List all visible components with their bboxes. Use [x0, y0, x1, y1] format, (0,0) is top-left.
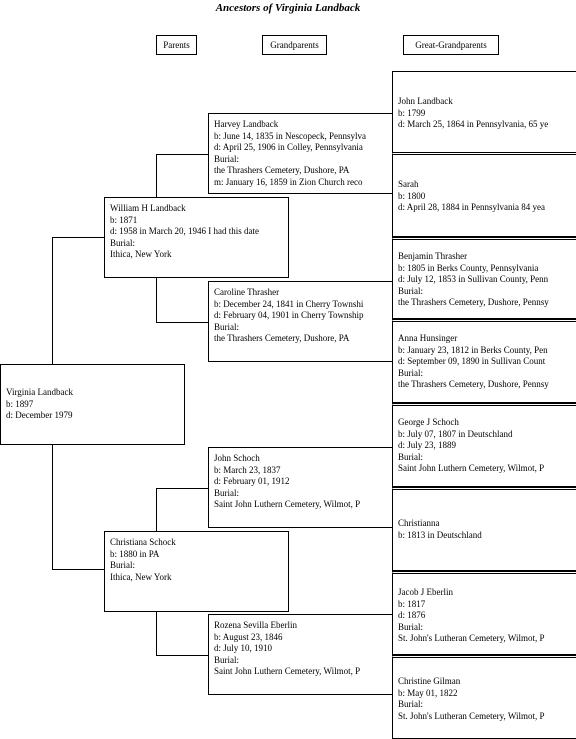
burial-label: Burial: — [214, 153, 239, 164]
person-box-great-grandfather-2 — [392, 237, 576, 319]
person-box-mother — [104, 531, 289, 612]
person-death: d: February 04, 1901 in Cherry Township — [214, 310, 364, 320]
person-birth: b: July 07, 1807 in Deutschland — [398, 428, 513, 439]
person-birth: b: 1897 — [6, 398, 34, 409]
connector-line — [156, 488, 157, 532]
person-death: d: September 09, 1890 in Sullivan Count — [398, 356, 546, 366]
connector-line — [52, 237, 53, 365]
person-box-maternal-grandfather — [208, 447, 393, 528]
person-box-great-grandfather-4 — [392, 571, 576, 655]
header-grandparents: Grandparents — [262, 35, 327, 55]
person-birth: b: 1799 — [398, 107, 426, 118]
header-parents: Parents — [156, 35, 197, 55]
burial-place: Saint John Luthern Cemetery, Wilmot, P — [214, 666, 361, 676]
person-name: Jacob J Eberlin — [398, 587, 453, 597]
person-name: Christianna — [398, 518, 440, 528]
burial-place: Saint John Luthern Cemetery, Wilmot, P — [398, 463, 545, 473]
person-name: Sarah — [398, 179, 419, 189]
person-birth: b: August 23, 1846 — [214, 631, 283, 642]
connector-line — [156, 322, 208, 323]
connector-line — [156, 154, 157, 198]
person-death: d: July 12, 1853 in Sullivan County, Penn — [398, 274, 549, 284]
person-name: Harvey Landback — [214, 119, 279, 129]
person-name: Virginia Landback — [6, 387, 74, 397]
person-death: d: April 25, 1906 in Colley, Pennsylvania — [214, 142, 363, 152]
person-box-paternal-grandmother — [208, 281, 393, 362]
person-box-great-grandmother-2 — [392, 319, 576, 403]
burial-label: Burial: — [398, 451, 423, 462]
person-birth: b: 1813 in Deutschland — [398, 529, 482, 540]
connector-line — [52, 237, 104, 238]
person-name: Caroline Thrasher — [214, 287, 280, 297]
person-death: d: February 01, 1912 — [214, 476, 290, 486]
person-name: John Landback — [398, 96, 453, 106]
burial-label: Burial: — [214, 321, 239, 332]
burial-label: Burial: — [214, 654, 239, 665]
connector-line — [156, 488, 208, 489]
person-death: d: March 25, 1864 in Pennsylvania, 65 ye — [398, 119, 549, 129]
person-death: d: April 28, 1884 in Pennsylvania 84 yea — [398, 202, 545, 212]
person-death: d: July 23, 1889 — [398, 440, 457, 450]
burial-place: Ithica, New York — [110, 249, 172, 259]
person-birth: b: 1817 — [398, 598, 426, 609]
burial-place: St. John's Lutheran Cemetery, Wilmot, P — [398, 710, 545, 721]
person-box-self — [0, 364, 185, 445]
person-box-great-grandmother-4 — [392, 655, 576, 739]
connector-line — [156, 278, 157, 322]
burial-place: St. John's Lutheran Cemetery, Wilmot, P — [398, 633, 545, 643]
person-death: d: July 10, 1910 — [214, 643, 273, 653]
person-name: Christine Gilman — [398, 676, 461, 686]
person-name: William H Landback — [110, 203, 186, 213]
person-name: George J Schoch — [398, 417, 459, 427]
person-birth: b: May 01, 1822 — [398, 687, 458, 698]
burial-label: Burial: — [398, 621, 423, 632]
person-birth: b: 1800 — [398, 190, 426, 201]
person-name: Christiana Schock — [110, 537, 176, 547]
person-name: Rozena Sevilla Eberlin — [214, 620, 297, 630]
person-box-maternal-grandmother — [208, 614, 393, 695]
person-name: John Schoch — [214, 453, 260, 463]
burial-place: Ithica, New York — [110, 571, 172, 582]
burial-place: the Thrashers Cemetery, Dushore, PA — [214, 333, 350, 343]
connector-line — [156, 154, 208, 155]
person-death: d: 1958 in March 20, 1946 I had this date — [110, 226, 259, 236]
header-great-grandparents: Great-Grandparents — [403, 35, 499, 55]
person-death: d: 1876 — [398, 610, 426, 620]
burial-place: the Thrashers Cemetery, Dushore, Pennsy — [398, 297, 549, 307]
person-birth: b: December 24, 1841 in Cherry Townshi — [214, 298, 364, 309]
person-birth: b: March 23, 1837 — [214, 464, 281, 475]
connector-line — [156, 612, 157, 655]
person-box-father — [104, 197, 289, 278]
person-box-great-grandfather-1 — [392, 71, 576, 153]
person-box-great-grandmother-3 — [392, 487, 576, 571]
burial-label: Burial: — [110, 560, 135, 570]
person-marriage: m: January 16, 1859 in Zion Church reco — [214, 176, 363, 187]
person-box-great-grandfather-3 — [392, 403, 576, 487]
person-birth: b: January 23, 1812 in Berks County, Pen — [398, 344, 548, 355]
person-name: Anna Hunsinger — [398, 333, 458, 343]
burial-place: the Thrashers Cemetery, Dushore, PA — [214, 165, 350, 175]
connector-line — [52, 444, 53, 569]
burial-label: Burial: — [398, 699, 423, 709]
person-birth: b: June 14, 1835 in Nescopeck, Pennsylva — [214, 130, 366, 141]
person-birth: b: 1805 in Berks County, Pennsylvania — [398, 262, 539, 273]
person-birth: b: 1880 in PA — [110, 548, 160, 559]
person-box-paternal-grandfather — [208, 113, 393, 194]
burial-label: Burial: — [398, 285, 423, 296]
burial-label: Burial: — [110, 237, 135, 248]
burial-place: the Thrashers Cemetery, Dushore, Pennsy — [398, 379, 549, 389]
burial-label: Burial: — [398, 367, 423, 378]
burial-place: Saint John Luthern Cemetery, Wilmot, P — [214, 499, 361, 509]
page-title: Ancestors of Virginia Landback — [215, 2, 361, 14]
connector-line — [156, 655, 208, 656]
person-birth: b: 1871 — [110, 214, 138, 225]
person-death: d: December 1979 — [6, 410, 73, 420]
person-box-great-grandmother-1 — [392, 152, 576, 237]
person-name: Benjamin Thrasher — [398, 251, 468, 261]
burial-label: Burial: — [214, 487, 239, 498]
connector-line — [52, 569, 104, 570]
